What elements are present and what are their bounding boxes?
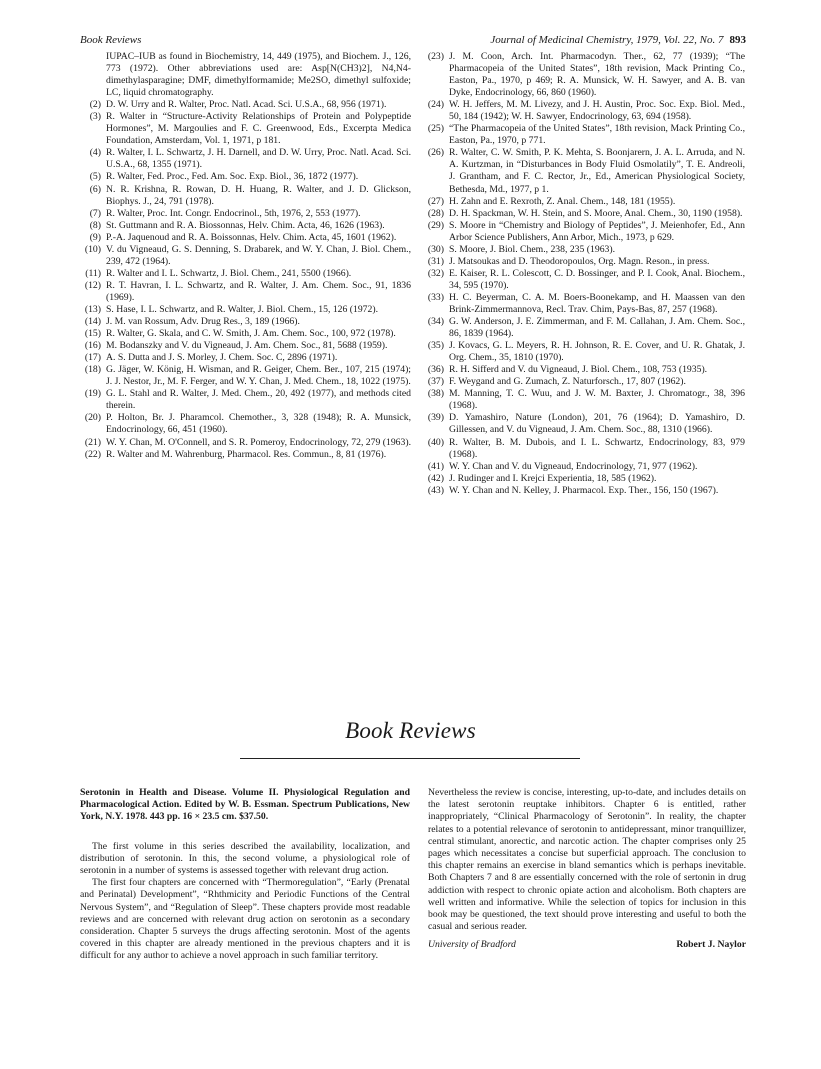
reference-item	[423, 220, 745, 244]
references-right-column	[423, 51, 745, 497]
reference-item	[80, 244, 411, 268]
reference-item	[423, 147, 745, 195]
reference-number: (4)	[89, 147, 101, 159]
reference-number: (35)	[427, 340, 444, 352]
reference-text: R. Walter, Proc. Int. Congr. Endocrinol., 5th, 1976, 2, 553 (1977).	[106, 207, 361, 219]
section-divider	[240, 758, 580, 759]
running-head-left: Book Reviews	[80, 34, 142, 46]
review-title: Serotonin in Health and Disease. Volume II. Physiological Regulation and Pharmacological Action. Edited by W. B. Essman. Spectrum Publications, New York, N.Y. 1978. 443 pp. 16 × 23.5 cm. $37.50.	[80, 787, 410, 823]
reference-number: (27)	[427, 195, 444, 207]
reference-number: (42)	[427, 472, 444, 484]
review-left-paragraphs	[80, 841, 410, 963]
reference-item	[423, 244, 745, 256]
references-left-column	[80, 51, 411, 461]
reference-item	[423, 196, 745, 208]
reference-text: G. L. Stahl and R. Walter, J. Med. Chem., 20, 492 (1977), and methods cited therein.	[106, 388, 411, 412]
reference-text: M. Manning, T. C. Wuu, and J. W. M. Baxter, J. Chromatogr., 38, 396 (1968).	[449, 388, 745, 412]
reference-text: D. W. Urry and R. Walter, Proc. Natl. Acad. Sci. U.S.A., 68, 956 (1971).	[106, 99, 387, 111]
reference-item	[423, 461, 745, 473]
running-head-right	[490, 34, 746, 46]
reference-text: J. M. van Rossum, Adv. Drug Res., 3, 189 (1966).	[106, 316, 300, 328]
reference-item	[80, 328, 411, 340]
reference-item	[80, 208, 411, 220]
reference-text: D. Yamashiro, Nature (London), 201, 76 (1964); D. Yamashiro, D. Gillessen, and V. du Vigneaud, J. Am. Chem. Soc., 88, 1310 (1966).	[449, 412, 745, 436]
reference-text: F. Weygand and G. Zumach, Z. Naturforsch., 17, 807 (1962).	[449, 376, 686, 388]
reference-item	[80, 364, 411, 388]
reference-item	[80, 280, 411, 304]
reference-number: (29)	[427, 219, 444, 231]
reference-text: S. Moore in “Chemistry and Biology of Peptides”, J. Meienhofer, Ed., Ann Arbor Science Publishers, Ann Arbor, Mich., 1973, p 629.	[449, 219, 745, 243]
reference-text: R. T. Havran, I. L. Schwartz, and R. Walter, J. Am. Chem. Soc., 91, 1836 (1969).	[106, 279, 411, 303]
reference-number: (20)	[84, 412, 101, 424]
reference-text: A. S. Dutta and J. S. Morley, J. Chem. Soc. C, 2896 (1971).	[106, 352, 338, 364]
reference-number: (8)	[89, 219, 101, 231]
reference-number: (26)	[427, 147, 444, 159]
reference-text: J. Rudinger and I. Krejci Experientia, 18, 585 (1962).	[449, 472, 657, 484]
review-right-paragraphs	[428, 787, 746, 933]
reference-item	[423, 51, 745, 99]
reference-number: (15)	[84, 328, 101, 340]
reference-text: W. Y. Chan and V. du Vigneaud, Endocrinology, 71, 977 (1962).	[449, 460, 698, 472]
reference-number: (36)	[427, 364, 444, 376]
reference-item	[423, 316, 745, 340]
reference-number: (10)	[84, 243, 101, 255]
reference-text: R. Walter, G. Skala, and C. W. Smith, J. Am. Chem. Soc., 100, 972 (1978).	[106, 328, 396, 340]
reference-text: IUPAC–IUB as found in Biochemistry, 14, 449 (1975), and Biochem. J., 126, 773 (1972). Other abbreviations used are: Asp[N(CH3)2], N4,N4-dimethylasparagine; DMF, dimethylformamide; Me2SO, dimethyl sulfoxide; LC, liquid chromatography.	[106, 51, 411, 99]
reviewer-affiliation: University of Bradford	[428, 939, 516, 951]
reference-item	[80, 184, 411, 208]
reference-number: (7)	[89, 207, 101, 219]
reference-number: (37)	[427, 376, 444, 388]
reference-text: S. Hase, I. L. Schwartz, and R. Walter, J. Biol. Chem., 15, 126 (1972).	[106, 303, 379, 315]
reference-number: (2)	[89, 99, 101, 111]
reviewer-name: Robert J. Naylor	[676, 939, 746, 951]
reference-text: R. Walter in “Structure-Activity Relationships of Protein and Polypeptide Hormones”, M. Margoulies and F. C. Greenwood, Eds., Excerpta Medica Foundation, Amsterdam, Vol. 1, 1971, p 181.	[106, 111, 411, 147]
reference-text: R. Walter, Fed. Proc., Fed. Am. Soc. Exp. Biol., 36, 1872 (1977).	[106, 171, 359, 183]
reference-text: W. H. Jeffers, M. M. Livezy, and J. H. Austin, Proc. Soc. Exp. Biol. Med., 50, 184 (1942); W. H. Sawyer, Endocrinology, 63, 694 (1958).	[449, 99, 745, 123]
reference-item	[80, 340, 411, 352]
reference-item	[423, 473, 745, 485]
reference-item	[80, 99, 411, 111]
reference-text: H. Zahn and E. Rexroth, Z. Anal. Chem., 148, 181 (1955).	[449, 195, 676, 207]
reference-number: (5)	[89, 171, 101, 183]
reference-number: (34)	[427, 316, 444, 328]
reference-number: (30)	[427, 243, 444, 255]
journal-citation: Journal of Medicinal Chemistry, 1979, Vol. 22, No. 7	[490, 34, 724, 46]
reference-text: W. Y. Chan and N. Kelley, J. Pharmacol. Exp. Ther., 156, 150 (1967).	[449, 484, 719, 496]
reference-item	[423, 99, 745, 123]
reference-number: (19)	[84, 388, 101, 400]
reference-text: N. R. Krishna, R. Rowan, D. H. Huang, R. Walter, and J. D. Glickson, Biophys. J., 24, 791 (1978).	[106, 183, 411, 207]
reference-text: R. Walter, B. M. Dubois, and I. L. Schwartz, Endocrinology, 83, 979 (1968).	[449, 436, 745, 460]
reference-item	[80, 449, 411, 461]
reference-text: P. Holton, Br. J. Pharamcol. Chemother., 3, 328 (1948); R. A. Munsick, Endocrinology, 66, 451 (1960).	[106, 412, 411, 436]
review-paragraph: Nevertheless the review is concise, interesting, up-to-date, and includes details on the latest serotonin reuptake inhibitors. Chapter 6 is entitled, rather inappropriately, “Clinical Pharmacology of Serotonin”. In reality, the chapter relates to a potential relevance of serotonin to antidepressant, minor tranquillizer, central stimulant, anorectic, and narcotic action. The chapter comprises only 25 pages which necessitates a concise but superficial approach. The conclusion to this chapter remains an exercise in bland semantics which is perhaps inevitable. Both Chapters 7 and 8 are essentially concerned with the role of sertonin in drug addiction with respect to chronic opiate action and alcoholism. Both chapters are well written and informative. While the selection of topics for inclusion in this book may be questioned, the text should prove interesting and useful to both the casual and serious reader.	[428, 787, 746, 933]
reference-text: V. du Vigneaud, G. S. Denning, S. Drabarek, and W. Y. Chan, J. Biol. Chem., 239, 472 (1964).	[106, 243, 411, 267]
reference-number: (6)	[89, 183, 101, 195]
reference-item	[423, 268, 745, 292]
reference-number: (33)	[427, 291, 444, 303]
reference-number: (12)	[84, 279, 101, 291]
reference-text: R. H. Sifferd and V. du Vigneaud, J. Biol. Chem., 108, 753 (1935).	[449, 364, 708, 376]
reference-number: (41)	[427, 460, 444, 472]
reference-item	[80, 51, 411, 99]
reference-number: (23)	[427, 51, 444, 62]
review-right-column	[428, 787, 746, 952]
reference-number: (24)	[427, 99, 444, 111]
reference-number: (28)	[427, 207, 444, 219]
reference-number: (43)	[427, 484, 444, 496]
reference-number: (18)	[84, 364, 101, 376]
review-paragraph: The first volume in this series described the availability, localization, and distribution of serotonin. In this, the second volume, a physiological role of serotonin in a number of systems is assessed together with relevant drug action.	[80, 840, 410, 877]
reference-item	[423, 208, 745, 220]
reference-item	[423, 412, 745, 436]
reference-item	[80, 437, 411, 449]
reference-text: R. Walter, C. W. Smith, P. K. Mehta, S. Boonjarern, J. A. L. Arruda, and N. A. Kurtzman, in “Disturbances in Body Fluid Osmolatily”, T. E. Andreoli, J. Grantham, and F. C. Rector, Jr., Ed., American Physiological Society, Bethesda, Md., 1977, p 1.	[449, 147, 745, 195]
page-header	[80, 34, 746, 50]
reference-item	[423, 123, 745, 147]
review-left-column	[80, 787, 410, 963]
page-number: 893	[729, 34, 746, 46]
reference-item	[423, 485, 745, 497]
reference-item	[423, 292, 745, 316]
reference-number: (11)	[85, 267, 101, 279]
reference-item	[423, 388, 745, 412]
reference-text: H. C. Beyerman, C. A. M. Boers-Boonekamp, and H. Maassen van den Brink-Zimmermannova, Recl. Trav. Chim, Pays-Bas, 87, 257 (1968).	[449, 291, 745, 315]
reference-item	[423, 340, 745, 364]
reference-text: “The Pharmacopeia of the United States”, 18th revision, Mack Printing Co., Easton, Pa., 1970, p 771.	[449, 123, 745, 147]
reference-item	[80, 171, 411, 183]
reference-number: (32)	[427, 267, 444, 279]
reference-number: (13)	[84, 303, 101, 315]
reference-text: St. Guttmann and R. A. Biossonnas, Helv. Chim. Acta, 46, 1626 (1963).	[106, 219, 385, 231]
reference-item	[80, 220, 411, 232]
reference-text: S. Moore, J. Biol. Chem., 238, 235 (1963).	[449, 243, 616, 255]
reference-number: (38)	[427, 388, 444, 400]
reference-text: D. H. Spackman, W. H. Stein, and S. Moore, Anal. Chem., 30, 1190 (1958).	[449, 207, 743, 219]
reference-item	[80, 388, 411, 412]
reference-number: (22)	[84, 448, 101, 460]
reference-text: E. Kaiser, R. L. Colescott, C. D. Bossinger, and P. I. Cook, Anal. Biochem., 34, 595 (1970).	[449, 267, 745, 291]
reference-item	[423, 364, 745, 376]
reference-text: G. W. Anderson, J. E. Zimmerman, and F. M. Callahan, J. Am. Chem. Soc., 86, 1839 (1964).	[449, 316, 745, 340]
reference-item	[423, 376, 745, 388]
reference-item	[423, 256, 745, 268]
reference-item	[80, 232, 411, 244]
reference-item	[80, 111, 411, 147]
reference-number: (9)	[89, 231, 101, 243]
section-title: Book Reviews	[345, 718, 476, 743]
reference-item	[80, 304, 411, 316]
reference-item	[80, 316, 411, 328]
reference-text: R. Walter and M. Wahrenburg, Pharmacol. Res. Commun., 8, 81 (1976).	[106, 448, 387, 460]
reference-number: (40)	[427, 436, 444, 448]
reference-text: P.-A. Jaquenoud and R. A. Boissonnas, Helv. Chim. Acta, 45, 1601 (1962).	[106, 231, 397, 243]
reference-text: W. Y. Chan, M. O'Connell, and S. R. Pomeroy, Endocrinology, 72, 279 (1963).	[106, 436, 412, 448]
reference-text: J. Kovacs, G. L. Meyers, R. H. Johnson, R. E. Cover, and U. R. Ghatak, J. Org. Chem., 35, 1810 (1970).	[449, 340, 745, 364]
reference-text: G. Jäger, W. König, H. Wisman, and R. Geiger, Chem. Ber., 107, 215 (1974); J. J. Nestor, Jr., M. F. Ferger, and W. Y. Chan, J. Med. Chem., 18, 1022 (1975).	[106, 364, 411, 388]
reference-text: M. Bodanszky and V. du Vigneaud, J. Am. Chem. Soc., 81, 5688 (1959).	[106, 340, 388, 352]
reference-item	[80, 147, 411, 171]
reference-number: (16)	[84, 340, 101, 352]
reference-number: (39)	[427, 412, 444, 424]
reference-number: (31)	[427, 255, 444, 267]
reference-text: R. Walter and I. L. Schwartz, J. Biol. Chem., 241, 5500 (1966).	[106, 267, 352, 279]
reference-number: (17)	[84, 352, 101, 364]
reference-text: R. Walter, I. L. Schwartz, J. H. Darnell, and D. W. Urry, Proc. Natl. Acad. Sci. U.S.A., 68, 1355 (1971).	[106, 147, 411, 171]
review-signature	[428, 939, 746, 951]
reference-number: (14)	[84, 316, 101, 328]
reference-item	[80, 268, 411, 280]
reference-number: (21)	[84, 436, 101, 448]
review-paragraph: The first four chapters are concerned with “Thermoregulation”, “Early (Prenatal and Perinatal) Development”, “Rhthmicity and Periodic Functions of the Central Nervous System”, and “Regulation of Sleep”. These chapters provide most readable reviews and are concerned with relevant drug action on serotonin as a secondary consideration. Chapter 5 surveys the drugs affecting serotonin. Most of the agents covered in this chapter are already mentioned in the previous chapters and it is difficult for any author to achieve a novel approach in such familiar territory.	[80, 877, 410, 962]
reference-item	[80, 412, 411, 436]
reference-number: (3)	[89, 111, 101, 123]
reference-number: (25)	[427, 123, 444, 135]
reference-item	[423, 437, 745, 461]
reference-text: J. M. Coon, Arch. Int. Pharmacodyn. Ther., 62, 77 (1939); “The Pharmacopeia of the United States”, 18th revision, Mack Printing Co., Easton, Pa., 1970, p 469; R. A. Munsick, W. H. Sawyer, and A. B. van Dyke, Endocrinology, 66, 860 (1960).	[449, 51, 745, 99]
reference-item	[80, 352, 411, 364]
reference-text: J. Matsoukas and D. Theodoropoulos, Org. Magn. Reson., in press.	[449, 255, 710, 267]
